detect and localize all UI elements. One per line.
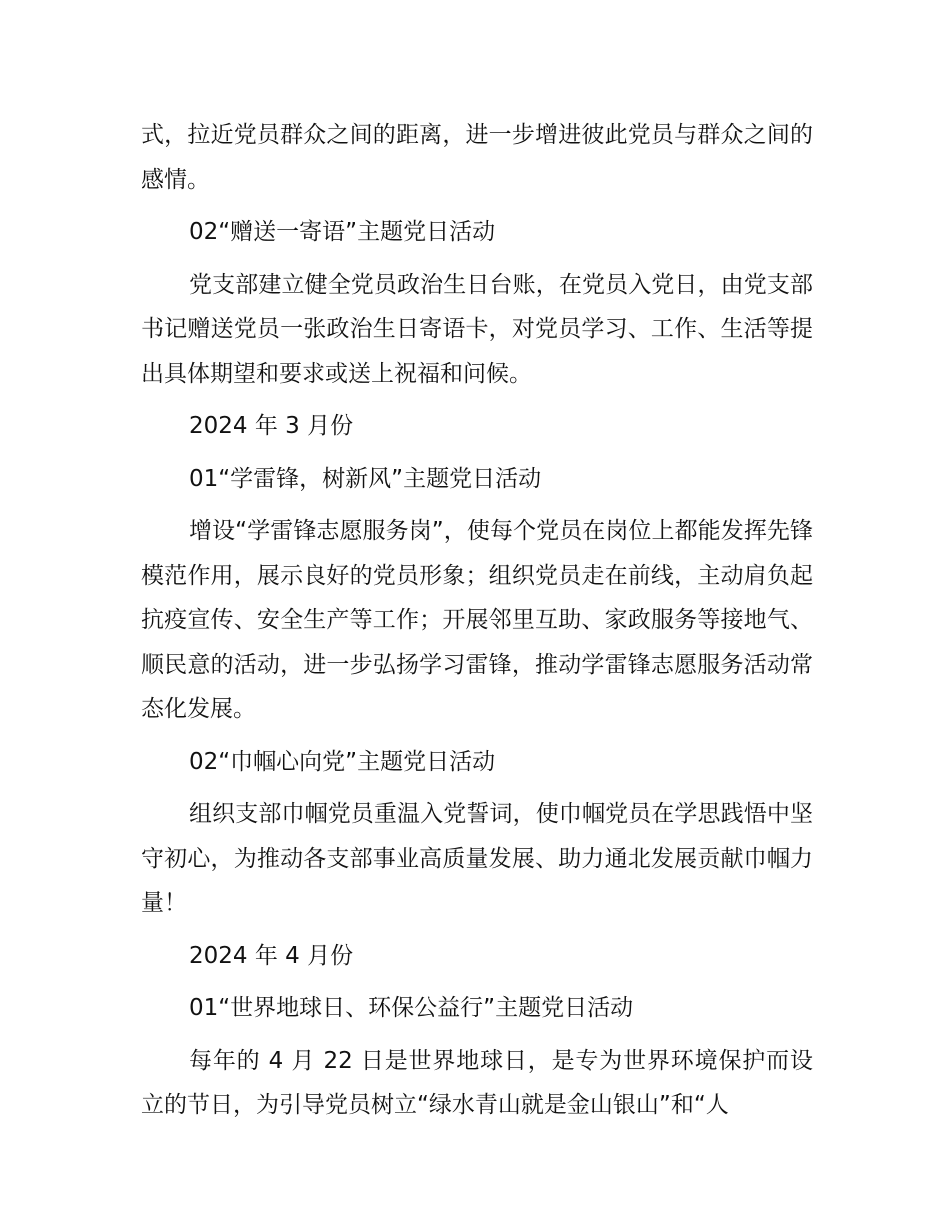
month-heading: 2024 年 4 月份: [189, 942, 354, 969]
paragraph-continuation: 式，拉近党员群众之间的距离，进一步增进彼此党员与群众之间的感情。: [141, 122, 813, 193]
section-heading: 02“巾帼心向党”主题党日活动: [189, 748, 496, 775]
section-heading: 01“学雷锋，树新风”主题党日活动: [189, 465, 542, 492]
paragraph: 党支部建立健全党员政治生日台账，在党员入党日，由党支部书记赠送党员一张政治生日寄语卡，对党员学习、工作、生活等提出具体期望和要求或送上祝福和问候。: [141, 271, 813, 387]
paragraph: 组织支部巾帼党员重温入党誓词，使巾帼党员在学思践悟中坚守初心，为推动各支部事业高质量发展、助力通北发展贡献巾帼力量！: [141, 801, 813, 916]
month-heading: 2024 年 3 月份: [189, 413, 354, 439]
document-body: [141, 113, 813, 1136]
paragraph: 每年的 4 月 22 日是世界地球日，是专为世界环境保护而设立的节日，为引导党员树立“绿水青山就是金山银山”和“人: [141, 1047, 813, 1118]
section-heading: 02“赠送一寄语”主题党日活动: [189, 219, 496, 245]
section-heading: 01“世界地球日、环保公益行”主题党日活动: [189, 995, 634, 1021]
paragraph: 增设“学雷锋志愿服务岗”，使每个党员在岗位上都能发挥先锋模范作用，展示良好的党员形象；组织党员走在前线，主动肩负起抗疫宣传、安全生产等工作；开展邻里互助、家政服务等接地气、顺民意的活动，进一步弘扬学习雷锋，推动学雷锋志愿服务活动常态化发展。: [141, 518, 813, 722]
